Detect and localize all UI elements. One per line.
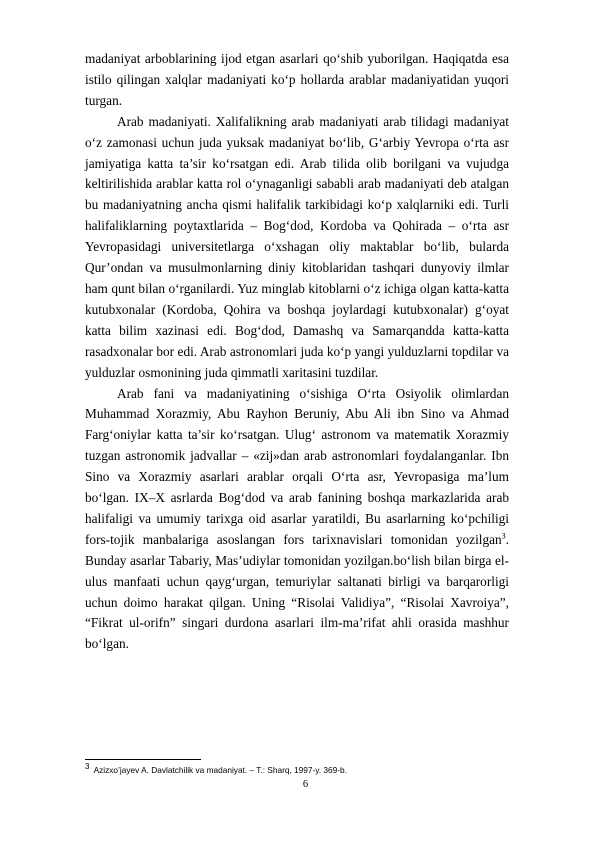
footnote-separator: [85, 759, 201, 760]
body-text: [85, 49, 509, 655]
paragraph-3: [85, 384, 509, 656]
footnote-text: Azizxo’jayev A. Davlatchilik va madaniyat. – T.: Sharq, 1997-y. 369-b.: [93, 765, 347, 775]
paragraph-1: madaniyat arboblarining ijod etgan asarlari qo‘shib yuborilgan. Haqiqatda esa istilo qilingan xalqlar madaniyati ko‘p hollarda arablar madaniyatidan yuqori turgan.: [85, 51, 509, 108]
paragraph-3-continuation: . Bunday asarlar Tabariy, Mas’udiylar tomonidan yozilgan.bo‘lish bilan birga el-ulus manfaati uchun qayg‘urgan, temuriylar saltanati birligi va barqarorligi uchun doimo harakat qilgan. Uning “Risolai Validiya”, “Risolai Xavroiya”, “Fikrat ul-orifn” singari durdona asarlari ilm-ma’rifat ahli orasida mashhur bo‘lgan.: [85, 531, 509, 652]
paragraph-3-text: Arab fani va madaniyatining o‘sishiga O‘rta Osiyolik olimlardan Muhammad Xorazmiy, Abu Rayhon Beruniy, Abu Ali ibn Sino va Ahmad Farg‘oniylar katta ta’sir ko‘rsatgan. Ulug‘ astronom va matematik Xorazmiy tuzgan astronomik jadvallar – «zij»dan arab astronomlari foydalanganlar. Ibn Sino va Xorazmiy asarlari arablar orqali O‘rta asr, Yevropasiga ma’lum bo‘lgan. IX–X asrlarda Bog‘dod va arab fanining boshqa markazlarida arab halifaligi va umumiy tarixga oid asarlar yaratildi, Bu asarlarning ko‘pchiligi fors-tojik manbalariga asoslangan fors tarixnavislari tomonidan yozilgan: [85, 385, 509, 547]
footnote-reference[interactable]: 3: [501, 531, 506, 541]
page-number: 6: [302, 779, 309, 790]
paragraph-2: Arab madaniyati. Xalifalikning arab madaniyati arab tilidagi madaniyat o‘z zamonasi uchun juda yuksak madaniyat bo‘lib, G‘arbiy Yevropa o‘rta asr jamiyatiga katta ta’sir ko‘rsatgan edi. Arab tilida olib borilgani va vujudga keltirilishida arablar katta rol o‘ynaganligi sababli arab madaniyati deb atalgan bu madaniyatning ancha qismi halifalik tarkibidagi ko‘p xalqlarniki edi. Turli halifaliklarning poytaxtlarida – Bog‘dod, Kordoba va Qohirada – o‘rta asr Yevropasidagi universitetlarga o‘xshagan oliy maktablar bo‘lib, bularda Qur’ondan va musulmonlarning diniy kitoblaridan tashqari dunyoviy ilmlar ham qunt bilan o‘rganilardi. Yuz minglab kitoblarni o‘z ichiga olgan katta-katta kutubxonalar (Kordoba, Qohira va boshqa joylardagi kutubxonalar) g‘oyat katta bilim xazinasi edi. Bog‘dod, Damashq va Samarqandda katta-katta rasadxonalar bor edi. Arab astronomlari juda ko‘p yangi yulduzlarni topdilar va yulduzlar osmonining juda qimmatli xaritasini tuzdilar.: [85, 113, 509, 380]
footnote: [85, 762, 509, 776]
footnote-marker: 3: [85, 762, 90, 772]
